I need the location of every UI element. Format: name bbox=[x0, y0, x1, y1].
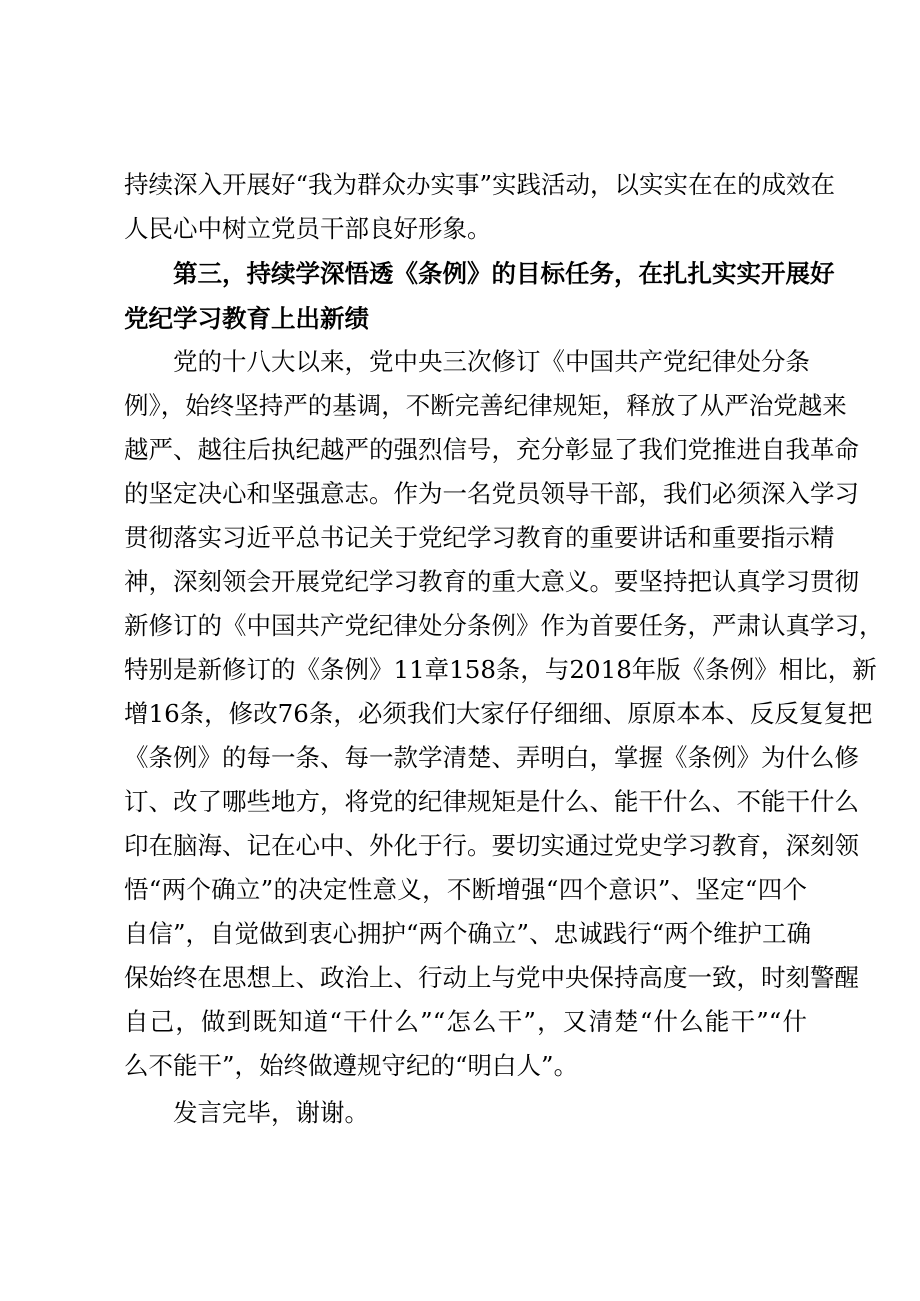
continuation-line-1: 持续深入开展好“我为群众办实事”实践活动，以实实在在的成效在 bbox=[124, 170, 836, 199]
body-line-2: 例》，始终坚持严的基调，不断完善纪律规矩，释放了从严治党越来 bbox=[124, 391, 847, 420]
body-line-10: 《条例》的每一条、每一款学清楚、弄明白，掌握《条例》为什么修 bbox=[124, 743, 859, 772]
body-line-3: 越严、越往后执纪越严的强烈信号，充分彰显了我们党推进自我革命 bbox=[124, 435, 859, 464]
body-line-15: 保始终在思想上、政治上、行动上与党中央保持高度一致，时刻警醒 bbox=[124, 963, 859, 992]
body-line-9: 增16条，修改76条，必须我们大家仔仔细细、原原本本、反反复复把 bbox=[124, 699, 873, 728]
body-line-14: 自信”，自觉做到衷心拥护“两个确立”、忠诚践行“两个维护工确 bbox=[124, 919, 812, 948]
body-line-16: 自己，做到既知道“干什么”“怎么干”，又清楚“什么能干”“什 bbox=[124, 1007, 807, 1036]
body-line-7: 新修订的《中国共产党纪律处分条例》作为首要任务，严肃认真学习， bbox=[124, 611, 884, 640]
section-heading-line-1: 第三，持续学深悟透《条例》的目标任务，在扎扎实实开展好 bbox=[173, 259, 835, 288]
body-line-17: 么不能干”，始终做遵规守纪的“明白人”。 bbox=[124, 1051, 579, 1080]
body-line-8: 特别是新修订的《条例》11章158条，与2018年版《条例》相比，新 bbox=[124, 655, 877, 684]
body-line-4: 的坚定决心和坚强意志。作为一名党员领导干部，我们必须深入学习 bbox=[124, 479, 859, 508]
section-heading-line-2: 党纪学习教育上出新绩 bbox=[124, 304, 369, 333]
closing-remark: 发言完毕，谢谢。 bbox=[173, 1098, 369, 1127]
body-line-11: 订、改了哪些地方，将党的纪律规矩是什么、能干什么、不能干什么 bbox=[124, 787, 859, 816]
body-line-13: 悟“两个确立”的决定性意义，不断增强“四个意识”、坚定“四个 bbox=[124, 875, 807, 904]
continuation-line-2: 人民心中树立党员干部良好形象。 bbox=[124, 214, 492, 243]
body-line-5: 贯彻落实习近平总书记关于党纪学习教育的重要讲话和重要指示精 bbox=[124, 523, 835, 552]
body-line-1: 党的十八大以来，党中央三次修订《中国共产党纪律处分条 bbox=[173, 347, 810, 376]
body-line-6: 神，深刻领会开展党纪学习教育的重大意义。要坚持把认真学习贯彻 bbox=[124, 567, 859, 596]
body-line-12: 印在脑海、记在心中、外化于行。要切实通过党史学习教育，深刻领 bbox=[124, 831, 859, 860]
